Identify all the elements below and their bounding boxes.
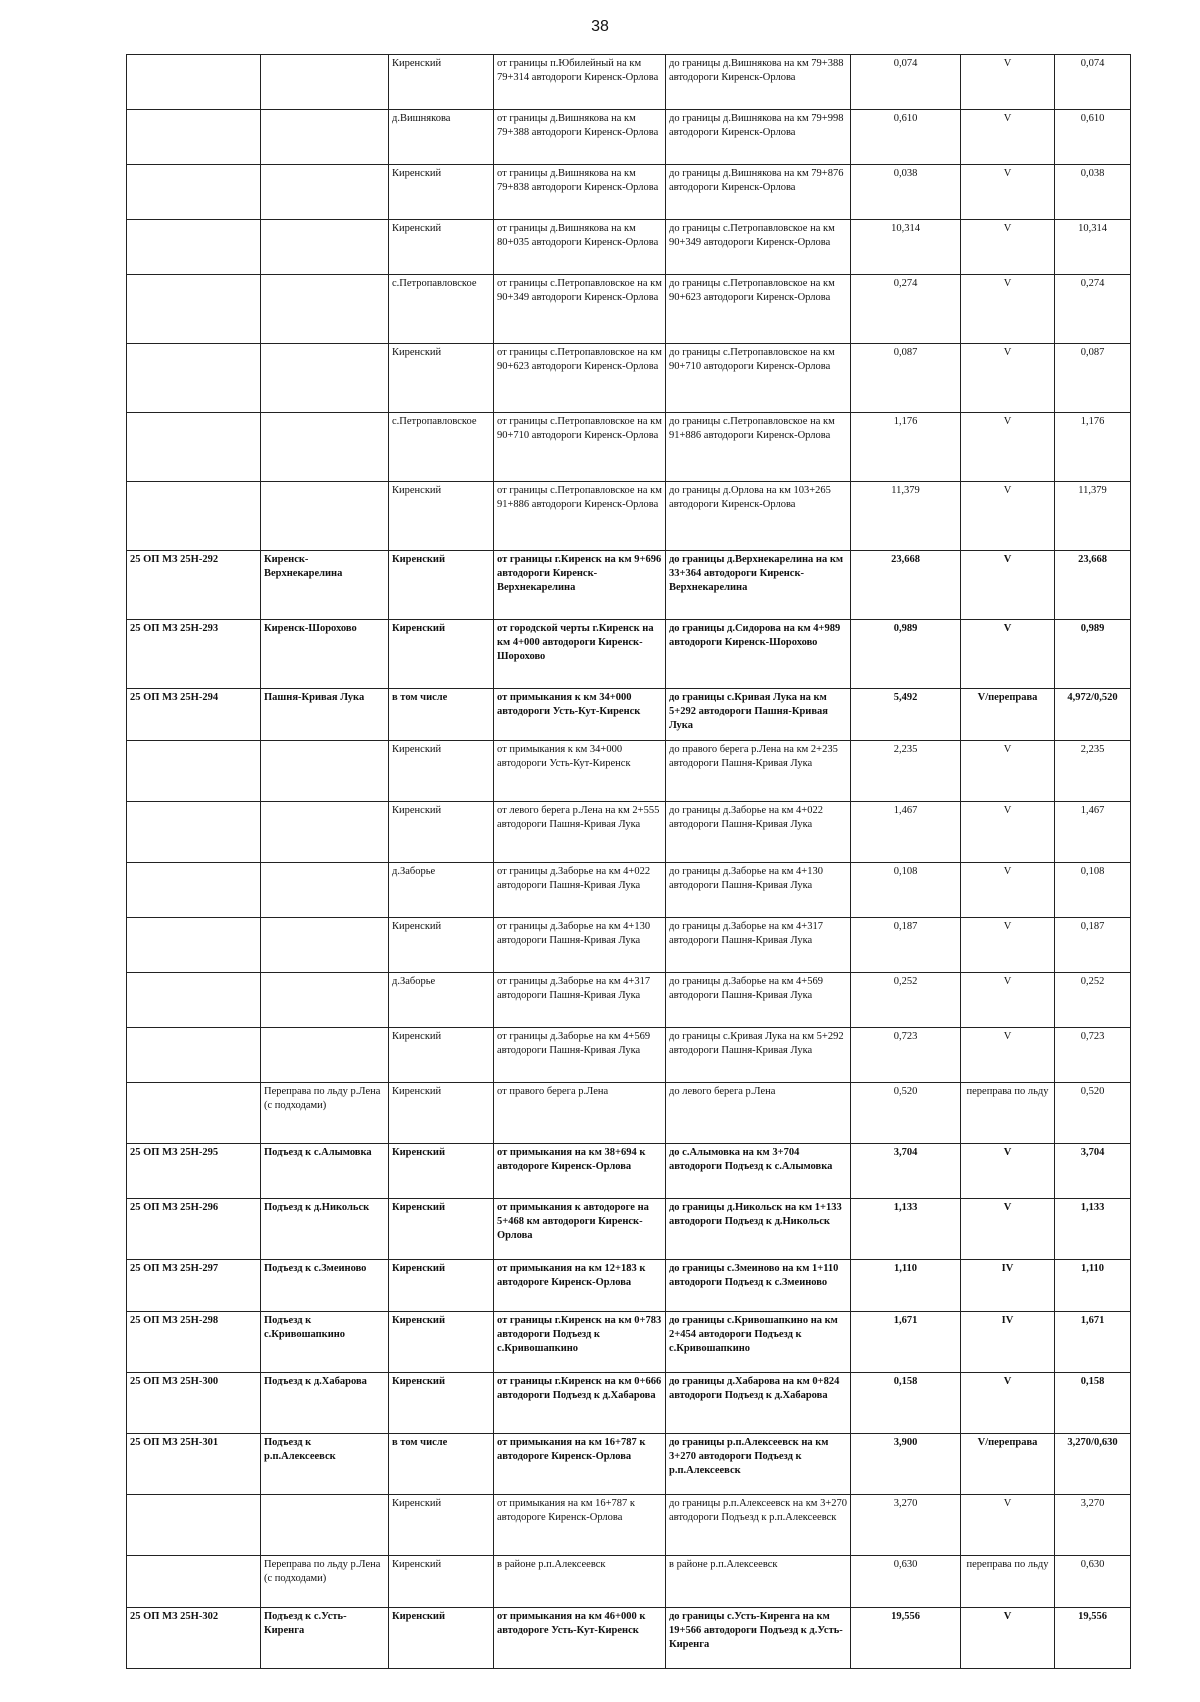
- length-cell: 0,520: [851, 1083, 961, 1144]
- district-cell: Киренский: [389, 220, 494, 275]
- road-id-cell: 25 ОП МЗ 25Н-296: [127, 1199, 261, 1260]
- segment-start-cell: от границы с.Петропавловское на км 90+710 автодороги Киренск-Орлова: [494, 413, 666, 482]
- road-id-cell: 25 ОП МЗ 25Н-302: [127, 1608, 261, 1669]
- segment-end-cell: до границы д.Верхнекарелина на км 33+364 автодороги Киренск-Верхнекарелина: [666, 551, 851, 620]
- road-id-cell: [127, 413, 261, 482]
- segment-end-cell: до границы с.Петропавловское на км 90+710 автодороги Киренск-Орлова: [666, 344, 851, 413]
- category-cell: V: [961, 802, 1055, 863]
- table-row: [127, 1434, 1131, 1495]
- segment-start-cell: от границы д.Заборье на км 4+130 автодороги Пашня-Кривая Лука: [494, 918, 666, 973]
- length-cell: 0,723: [851, 1028, 961, 1083]
- district-cell: Киренский: [389, 1083, 494, 1144]
- road-name-cell: [261, 275, 389, 344]
- length-cell: 5,492: [851, 689, 961, 741]
- district-cell: Киренский: [389, 165, 494, 220]
- table-row: [127, 1495, 1131, 1556]
- length-by-category-cell: 0,610: [1055, 110, 1131, 165]
- table-row: [127, 863, 1131, 918]
- table-body: [127, 55, 1131, 1669]
- district-cell: Киренский: [389, 551, 494, 620]
- segment-end-cell: до границы д.Заборье на км 4+022 автодороги Пашня-Кривая Лука: [666, 802, 851, 863]
- segment-end-cell: до границы с.Кривошапкино на км 2+454 автодороги Подъезд к с.Кривошапкино: [666, 1312, 851, 1373]
- segment-start-cell: от границы п.Юбилейный на км 79+314 автодороги Киренск-Орлова: [494, 55, 666, 110]
- length-by-category-cell: 0,074: [1055, 55, 1131, 110]
- road-name-cell: [261, 110, 389, 165]
- road-name-cell: [261, 863, 389, 918]
- category-cell: V: [961, 165, 1055, 220]
- segment-end-cell: до границы с.Петропавловское на км 90+623 автодороги Киренск-Орлова: [666, 275, 851, 344]
- length-cell: 0,108: [851, 863, 961, 918]
- district-cell: Киренский: [389, 1199, 494, 1260]
- length-cell: 0,087: [851, 344, 961, 413]
- length-by-category-cell: 2,235: [1055, 741, 1131, 802]
- table-row: [127, 620, 1131, 689]
- district-cell: д.Заборье: [389, 973, 494, 1028]
- segment-start-cell: от границы с.Петропавловское на км 90+349 автодороги Киренск-Орлова: [494, 275, 666, 344]
- road-name-cell: [261, 220, 389, 275]
- district-cell: с.Петропавловское: [389, 413, 494, 482]
- table-row: [127, 1373, 1131, 1434]
- segment-end-cell: до правого берега р.Лена на км 2+235 автодороги Пашня-Кривая Лука: [666, 741, 851, 802]
- segment-end-cell: до границы д.Заборье на км 4+130 автодороги Пашня-Кривая Лука: [666, 863, 851, 918]
- category-cell: V: [961, 1199, 1055, 1260]
- category-cell: V: [961, 741, 1055, 802]
- category-cell: V: [961, 551, 1055, 620]
- segment-end-cell: до границы д.Орлова на км 103+265 автодороги Киренск-Орлова: [666, 482, 851, 551]
- road-name-cell: Киренск-Шорохово: [261, 620, 389, 689]
- road-name-cell: Пашня-Кривая Лука: [261, 689, 389, 741]
- road-id-cell: [127, 220, 261, 275]
- length-by-category-cell: 0,108: [1055, 863, 1131, 918]
- length-by-category-cell: 4,972/0,520: [1055, 689, 1131, 741]
- segment-end-cell: до границы с.Кривая Лука на км 5+292 автодороги Пашня-Кривая Лука: [666, 1028, 851, 1083]
- segment-end-cell: до границы д.Никольск на км 1+133 автодороги Подъезд к д.Никольск: [666, 1199, 851, 1260]
- district-cell: Киренский: [389, 741, 494, 802]
- district-cell: с.Петропавловское: [389, 275, 494, 344]
- segment-end-cell: до левого берега р.Лена: [666, 1083, 851, 1144]
- length-cell: 0,989: [851, 620, 961, 689]
- segment-start-cell: от городской черты г.Киренск на км 4+000 автодороги Киренск-Шорохово: [494, 620, 666, 689]
- length-by-category-cell: 0,630: [1055, 1556, 1131, 1608]
- length-cell: 0,274: [851, 275, 961, 344]
- table-row: [127, 551, 1131, 620]
- segment-start-cell: от примыкания на км 38+694 к автодороге Киренск-Орлова: [494, 1144, 666, 1199]
- category-cell: V: [961, 1144, 1055, 1199]
- length-cell: 0,252: [851, 973, 961, 1028]
- road-name-cell: [261, 1028, 389, 1083]
- road-id-cell: [127, 344, 261, 413]
- table-row: [127, 413, 1131, 482]
- segment-end-cell: до с.Алымовка на км 3+704 автодороги Подъезд к с.Алымовка: [666, 1144, 851, 1199]
- length-by-category-cell: 3,270: [1055, 1495, 1131, 1556]
- district-cell: Киренский: [389, 620, 494, 689]
- length-cell: 1,467: [851, 802, 961, 863]
- road-name-cell: [261, 1495, 389, 1556]
- district-cell: Киренский: [389, 1495, 494, 1556]
- category-cell: IV: [961, 1260, 1055, 1312]
- length-cell: 0,038: [851, 165, 961, 220]
- length-by-category-cell: 0,723: [1055, 1028, 1131, 1083]
- segment-end-cell: до границы с.Кривая Лука на км 5+292 автодороги Пашня-Кривая Лука: [666, 689, 851, 741]
- category-cell: V: [961, 620, 1055, 689]
- district-cell: Киренский: [389, 1312, 494, 1373]
- road-name-cell: Подъезд к с.Алымовка: [261, 1144, 389, 1199]
- road-name-cell: [261, 413, 389, 482]
- road-name-cell: [261, 165, 389, 220]
- district-cell: Киренский: [389, 1373, 494, 1434]
- road-name-cell: Переправа по льду р.Лена (с подходами): [261, 1083, 389, 1144]
- road-name-cell: [261, 741, 389, 802]
- segment-start-cell: от границы с.Петропавловское на км 91+886 автодороги Киренск-Орлова: [494, 482, 666, 551]
- length-cell: 11,379: [851, 482, 961, 551]
- length-cell: 1,176: [851, 413, 961, 482]
- road-id-cell: [127, 1556, 261, 1608]
- length-cell: 1,110: [851, 1260, 961, 1312]
- segment-start-cell: от примыкания на км 12+183 к автодороге Киренск-Орлова: [494, 1260, 666, 1312]
- road-id-cell: [127, 165, 261, 220]
- road-id-cell: [127, 802, 261, 863]
- segment-start-cell: от границы д.Заборье на км 4+569 автодороги Пашня-Кривая Лука: [494, 1028, 666, 1083]
- table-row: [127, 1083, 1131, 1144]
- table-row: [127, 973, 1131, 1028]
- length-cell: 0,187: [851, 918, 961, 973]
- category-cell: V/переправа: [961, 1434, 1055, 1495]
- length-by-category-cell: 0,038: [1055, 165, 1131, 220]
- segment-start-cell: от примыкания к автодороге на 5+468 км автодороги Киренск-Орлова: [494, 1199, 666, 1260]
- segment-end-cell: до границы д.Заборье на км 4+569 автодороги Пашня-Кривая Лука: [666, 973, 851, 1028]
- district-cell: Киренский: [389, 802, 494, 863]
- length-by-category-cell: 3,704: [1055, 1144, 1131, 1199]
- road-name-cell: Подъезд к д.Хабарова: [261, 1373, 389, 1434]
- segment-end-cell: до границы с.Змеиново на км 1+110 автодороги Подъезд к с.Змеиново: [666, 1260, 851, 1312]
- road-id-cell: [127, 1495, 261, 1556]
- length-cell: 1,133: [851, 1199, 961, 1260]
- district-cell: Киренский: [389, 918, 494, 973]
- length-by-category-cell: 11,379: [1055, 482, 1131, 551]
- segment-end-cell: до границы д.Хабарова на км 0+824 автодороги Подъезд к д.Хабарова: [666, 1373, 851, 1434]
- road-id-cell: 25 ОП МЗ 25Н-294: [127, 689, 261, 741]
- length-by-category-cell: 19,556: [1055, 1608, 1131, 1669]
- segment-start-cell: от границы г.Киренск на км 0+666 автодороги Подъезд к д.Хабарова: [494, 1373, 666, 1434]
- length-cell: 3,900: [851, 1434, 961, 1495]
- district-cell: Киренский: [389, 1608, 494, 1669]
- table-row: [127, 1260, 1131, 1312]
- length-by-category-cell: 1,467: [1055, 802, 1131, 863]
- segment-start-cell: от границы д.Вишнякова на км 79+838 автодороги Киренск-Орлова: [494, 165, 666, 220]
- table-row: [127, 220, 1131, 275]
- length-cell: 10,314: [851, 220, 961, 275]
- road-id-cell: 25 ОП МЗ 25Н-298: [127, 1312, 261, 1373]
- road-name-cell: Переправа по льду р.Лена (с подходами): [261, 1556, 389, 1608]
- road-id-cell: [127, 482, 261, 551]
- segment-end-cell: до границы д.Вишнякова на км 79+876 автодороги Киренск-Орлова: [666, 165, 851, 220]
- road-registry-table: [126, 54, 1131, 1669]
- district-cell: Киренский: [389, 344, 494, 413]
- table-row: [127, 918, 1131, 973]
- length-by-category-cell: 0,989: [1055, 620, 1131, 689]
- segment-start-cell: от границы г.Киренск на км 9+696 автодороги Киренск-Верхнекарелина: [494, 551, 666, 620]
- segment-start-cell: от границы д.Вишнякова на км 79+388 автодороги Киренск-Орлова: [494, 110, 666, 165]
- segment-start-cell: от границы д.Заборье на км 4+317 автодороги Пашня-Кривая Лука: [494, 973, 666, 1028]
- road-id-cell: [127, 110, 261, 165]
- road-id-cell: 25 ОП МЗ 25Н-297: [127, 1260, 261, 1312]
- length-cell: 19,556: [851, 1608, 961, 1669]
- length-by-category-cell: 0,274: [1055, 275, 1131, 344]
- length-by-category-cell: 0,158: [1055, 1373, 1131, 1434]
- length-by-category-cell: 0,187: [1055, 918, 1131, 973]
- length-cell: 3,270: [851, 1495, 961, 1556]
- district-cell: в том числе: [389, 1434, 494, 1495]
- segment-end-cell: до границы д.Сидорова на км 4+989 автодороги Киренск-Шорохово: [666, 620, 851, 689]
- road-name-cell: Подъезд к с.Усть-Киренга: [261, 1608, 389, 1669]
- road-id-cell: 25 ОП МЗ 25Н-292: [127, 551, 261, 620]
- district-cell: в том числе: [389, 689, 494, 741]
- table-row: [127, 1608, 1131, 1669]
- length-by-category-cell: 1,133: [1055, 1199, 1131, 1260]
- road-name-cell: Подъезд к с.Кривошапкино: [261, 1312, 389, 1373]
- length-cell: 0,610: [851, 110, 961, 165]
- table-row: [127, 802, 1131, 863]
- segment-start-cell: от границы д.Вишнякова на км 80+035 автодороги Киренск-Орлова: [494, 220, 666, 275]
- road-id-cell: [127, 973, 261, 1028]
- table-row: [127, 344, 1131, 413]
- length-by-category-cell: 0,520: [1055, 1083, 1131, 1144]
- segment-end-cell: до границы д.Заборье на км 4+317 автодороги Пашня-Кривая Лука: [666, 918, 851, 973]
- category-cell: IV: [961, 1312, 1055, 1373]
- segment-start-cell: от границы г.Киренск на км 0+783 автодороги Подъезд к с.Кривошапкино: [494, 1312, 666, 1373]
- road-name-cell: Киренск-Верхнекарелина: [261, 551, 389, 620]
- length-cell: 2,235: [851, 741, 961, 802]
- segment-end-cell: до границы с.Петропавловское на км 90+349 автодороги Киренск-Орлова: [666, 220, 851, 275]
- length-cell: 3,704: [851, 1144, 961, 1199]
- road-id-cell: 25 ОП МЗ 25Н-300: [127, 1373, 261, 1434]
- length-cell: 0,074: [851, 55, 961, 110]
- road-name-cell: [261, 482, 389, 551]
- table-row: [127, 110, 1131, 165]
- road-name-cell: Подъезд к д.Никольск: [261, 1199, 389, 1260]
- table-row: [127, 689, 1131, 741]
- length-by-category-cell: 23,668: [1055, 551, 1131, 620]
- category-cell: V: [961, 482, 1055, 551]
- table-row: [127, 482, 1131, 551]
- road-id-cell: [127, 918, 261, 973]
- table-row: [127, 275, 1131, 344]
- length-by-category-cell: 1,176: [1055, 413, 1131, 482]
- segment-start-cell: от границы с.Петропавловское на км 90+623 автодороги Киренск-Орлова: [494, 344, 666, 413]
- road-id-cell: [127, 863, 261, 918]
- road-id-cell: 25 ОП МЗ 25Н-301: [127, 1434, 261, 1495]
- category-cell: V: [961, 973, 1055, 1028]
- page-number: 38: [591, 18, 609, 35]
- category-cell: переправа по льду: [961, 1083, 1055, 1144]
- road-id-cell: [127, 275, 261, 344]
- road-name-cell: [261, 55, 389, 110]
- length-by-category-cell: 0,252: [1055, 973, 1131, 1028]
- category-cell: V/переправа: [961, 689, 1055, 741]
- category-cell: V: [961, 1495, 1055, 1556]
- road-name-cell: [261, 802, 389, 863]
- segment-end-cell: до границы д.Вишнякова на км 79+998 автодороги Киренск-Орлова: [666, 110, 851, 165]
- table-row: [127, 1556, 1131, 1608]
- table-row: [127, 1199, 1131, 1260]
- table-row: [127, 1312, 1131, 1373]
- segment-start-cell: от левого берега р.Лена на км 2+555 автодороги Пашня-Кривая Лука: [494, 802, 666, 863]
- segment-start-cell: от границы д.Заборье на км 4+022 автодороги Пашня-Кривая Лука: [494, 863, 666, 918]
- road-id-cell: [127, 1028, 261, 1083]
- road-id-cell: [127, 55, 261, 110]
- length-cell: 23,668: [851, 551, 961, 620]
- table-row: [127, 1028, 1131, 1083]
- segment-end-cell: до границы р.п.Алексеевск на км 3+270 автодороги Подъезд к р.п.Алексеевск: [666, 1434, 851, 1495]
- road-id-cell: 25 ОП МЗ 25Н-293: [127, 620, 261, 689]
- category-cell: V: [961, 863, 1055, 918]
- road-name-cell: [261, 344, 389, 413]
- table-row: [127, 741, 1131, 802]
- length-cell: 0,158: [851, 1373, 961, 1434]
- segment-start-cell: в районе р.п.Алексеевск: [494, 1556, 666, 1608]
- segment-start-cell: от примыкания на км 16+787 к автодороге Киренск-Орлова: [494, 1495, 666, 1556]
- segment-end-cell: до границы д.Вишнякова на км 79+388 автодороги Киренск-Орлова: [666, 55, 851, 110]
- district-cell: Киренский: [389, 1260, 494, 1312]
- category-cell: V: [961, 55, 1055, 110]
- road-name-cell: Подъезд к с.Змеиново: [261, 1260, 389, 1312]
- segment-start-cell: от примыкания к км 34+000 автодороги Усть-Кут-Киренск: [494, 741, 666, 802]
- district-cell: Киренский: [389, 1028, 494, 1083]
- category-cell: V: [961, 1608, 1055, 1669]
- road-id-cell: 25 ОП МЗ 25Н-295: [127, 1144, 261, 1199]
- table-row: [127, 165, 1131, 220]
- category-cell: переправа по льду: [961, 1556, 1055, 1608]
- segment-end-cell: в районе р.п.Алексеевск: [666, 1556, 851, 1608]
- district-cell: Киренский: [389, 482, 494, 551]
- road-id-cell: [127, 1083, 261, 1144]
- road-name-cell: [261, 918, 389, 973]
- district-cell: Киренский: [389, 1144, 494, 1199]
- segment-start-cell: от примыкания на км 46+000 к автодороге Усть-Кут-Киренск: [494, 1608, 666, 1669]
- category-cell: V: [961, 918, 1055, 973]
- category-cell: V: [961, 1028, 1055, 1083]
- road-name-cell: Подъезд к р.п.Алексеевск: [261, 1434, 389, 1495]
- table-row: [127, 1144, 1131, 1199]
- length-cell: 0,630: [851, 1556, 961, 1608]
- road-name-cell: [261, 973, 389, 1028]
- length-by-category-cell: 1,671: [1055, 1312, 1131, 1373]
- segment-end-cell: до границы р.п.Алексеевск на км 3+270 автодороги Подъезд к р.п.Алексеевск: [666, 1495, 851, 1556]
- district-cell: Киренский: [389, 55, 494, 110]
- district-cell: Киренский: [389, 1556, 494, 1608]
- segment-end-cell: до границы с.Петропавловское на км 91+886 автодороги Киренск-Орлова: [666, 413, 851, 482]
- road-id-cell: [127, 741, 261, 802]
- length-cell: 1,671: [851, 1312, 961, 1373]
- category-cell: V: [961, 344, 1055, 413]
- category-cell: V: [961, 413, 1055, 482]
- segment-start-cell: от правого берега р.Лена: [494, 1083, 666, 1144]
- length-by-category-cell: 0,087: [1055, 344, 1131, 413]
- segment-start-cell: от примыкания к км 34+000 автодороги Усть-Кут-Киренск: [494, 689, 666, 741]
- length-by-category-cell: 3,270/0,630: [1055, 1434, 1131, 1495]
- segment-start-cell: от примыкания на км 16+787 к автодороге Киренск-Орлова: [494, 1434, 666, 1495]
- category-cell: V: [961, 110, 1055, 165]
- length-by-category-cell: 10,314: [1055, 220, 1131, 275]
- length-by-category-cell: 1,110: [1055, 1260, 1131, 1312]
- category-cell: V: [961, 1373, 1055, 1434]
- segment-end-cell: до границы с.Усть-Киренга на км 19+566 автодороги Подъезд к д.Усть-Киренга: [666, 1608, 851, 1669]
- table-row: [127, 55, 1131, 110]
- category-cell: V: [961, 220, 1055, 275]
- district-cell: д.Заборье: [389, 863, 494, 918]
- category-cell: V: [961, 275, 1055, 344]
- district-cell: д.Вишнякова: [389, 110, 494, 165]
